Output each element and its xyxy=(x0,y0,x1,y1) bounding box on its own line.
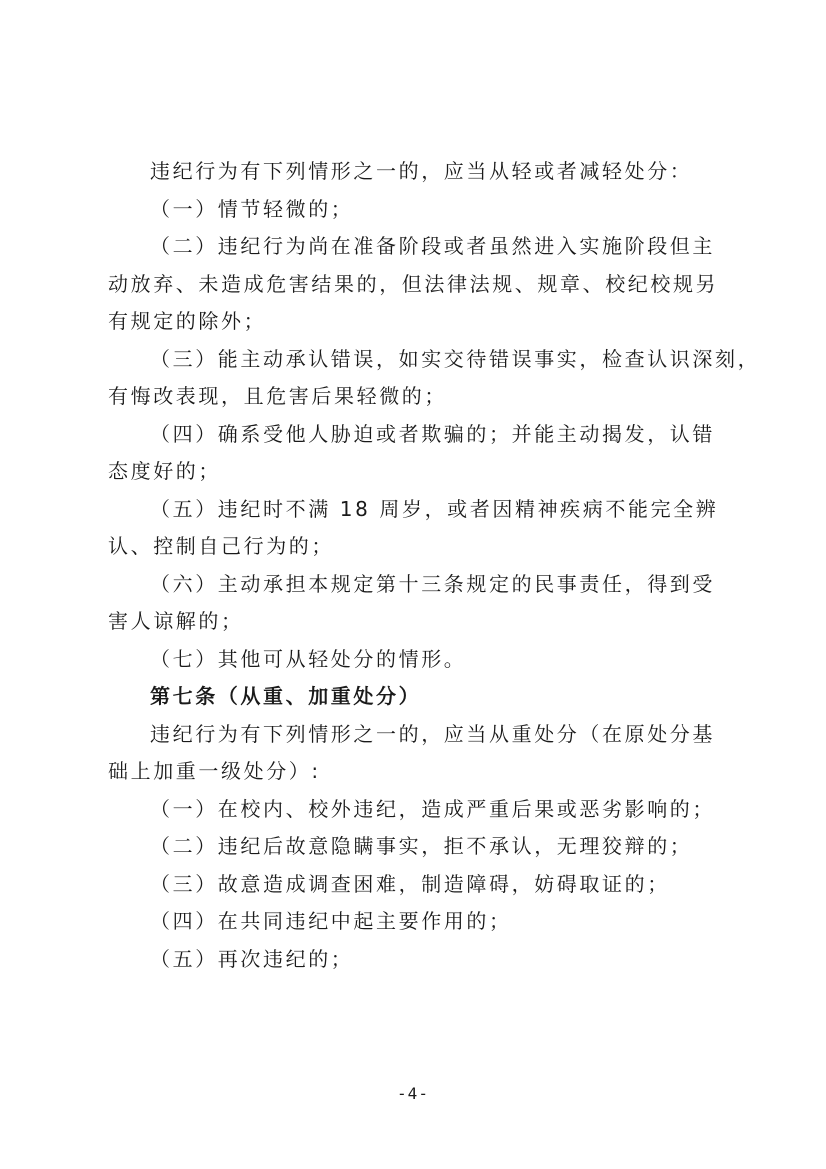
paragraph-line: 有规定的除外； xyxy=(108,309,267,333)
paragraph-line: 有悔改表现，且危害后果轻微的； xyxy=(108,384,447,408)
paragraph-line: 认、控制自己行为的； xyxy=(108,534,334,558)
article-heading: 第七条（从重、加重处分） xyxy=(150,684,422,708)
page-number: -4- xyxy=(397,1084,429,1103)
paragraph-line: （三）故意造成调查困难，制造障碍，妨碍取证的； xyxy=(150,871,670,896)
paragraph-line: （三）能主动承认错误，如实交待错误事实，检查认识深刻， xyxy=(150,346,761,371)
paragraph-line: （五）再次违纪的； xyxy=(150,946,354,971)
paragraph-line: （一）情节轻微的； xyxy=(150,196,354,221)
paragraph-line: （二）违纪后故意隐瞒事实，拒不承认，无理狡辩的； xyxy=(150,834,693,858)
paragraph-line: 态度好的； xyxy=(108,459,221,483)
paragraph-line: （一）在校内、校外违纪，造成严重后果或恶劣影响的； xyxy=(150,796,715,821)
paragraph-line: （七）其他可从轻处分的情形。 xyxy=(150,646,467,671)
paragraph-line: 违纪行为有下列情形之一的，应当从轻或者减轻处分： xyxy=(150,159,693,183)
paragraph-line: （五）违纪时不满 18 周岁，或者因精神疾病不能完全辨 xyxy=(150,496,719,521)
paragraph-line: 害人谅解的； xyxy=(108,609,244,633)
paragraph-line: （二）违纪行为尚在准备阶段或者虽然进入实施阶段但主 xyxy=(150,234,715,258)
paragraph-line: （四）确系受他人胁迫或者欺骗的；并能主动揭发，认错 xyxy=(150,421,715,446)
document-body xyxy=(108,153,761,978)
paragraph-line: 础上加重一级处分）: xyxy=(108,759,321,783)
paragraph-line: 违纪行为有下列情形之一的，应当从重处分（在原处分基 xyxy=(150,721,715,746)
paragraph-line: （六）主动承担本规定第十三条规定的民事责任，得到受 xyxy=(150,571,715,596)
paragraph-line: （四）在共同违纪中起主要作用的； xyxy=(150,909,512,933)
paragraph-line: 动放弃、未造成危害结果的，但法律法规、规章、校纪校规另 xyxy=(108,271,719,296)
